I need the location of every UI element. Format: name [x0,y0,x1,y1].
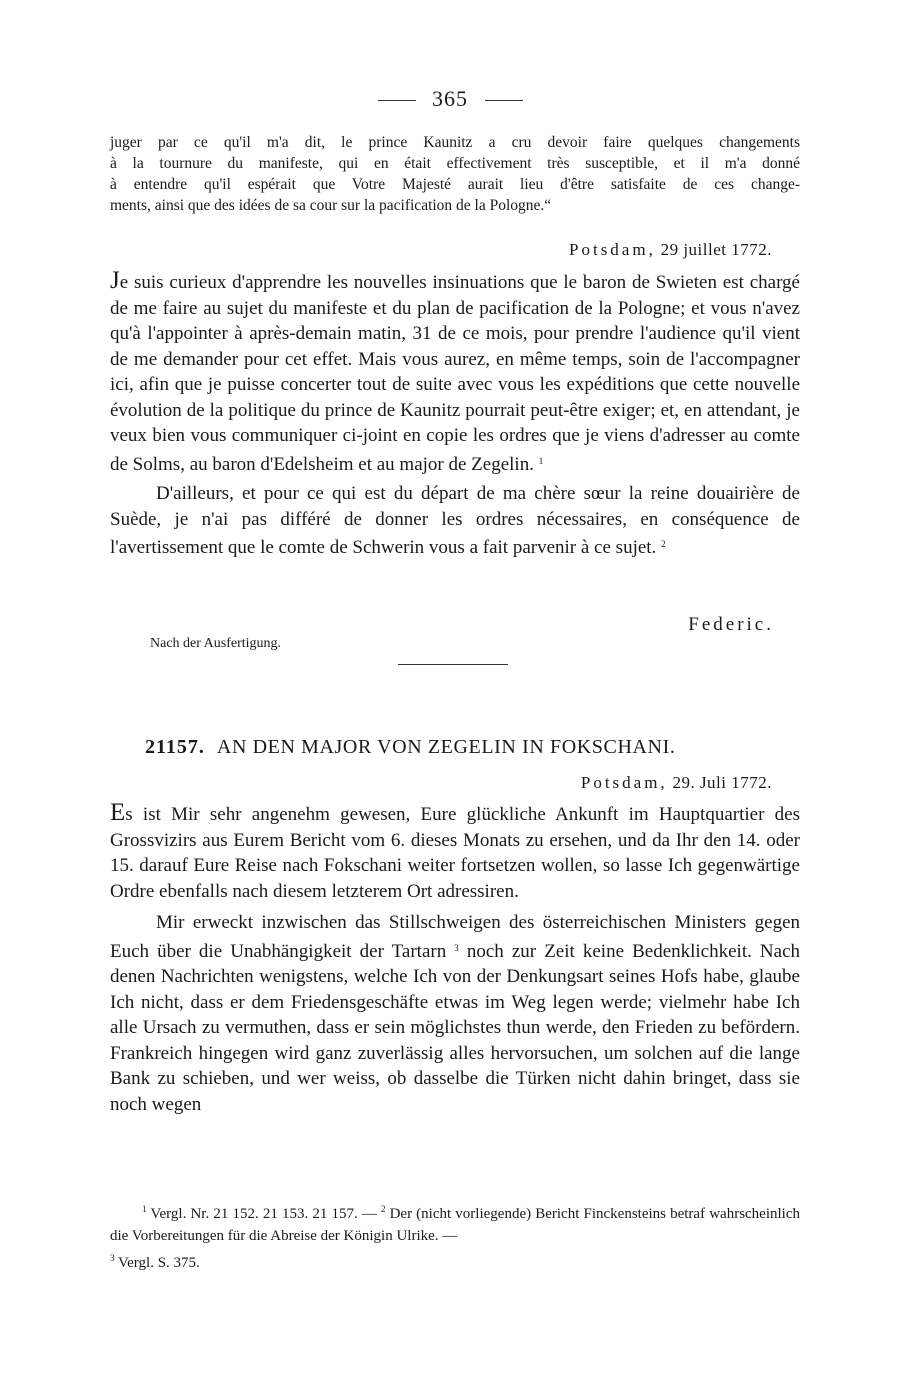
footnote-ref: 3 [454,942,459,953]
letter1-paragraph-1 [110,268,800,477]
footnote-mark: 3 [110,1253,115,1263]
quote-line: à la tournure du manifeste, qui en était effectivement très susceptible, et il m'a donné [110,155,800,172]
quote-line: à entendre qu'il espérait que Votre Majesté aurait lieu d'être satisfaite de ces change- [110,176,800,193]
dateline-place: Potsdam, [569,240,656,259]
paragraph-text: Mir erweckt inzwischen das Stillschweigen des österreichischen Ministers gegen Euch über die Unabhängigkeit der Tartarn [110,912,800,962]
letter1-dateline [569,240,772,260]
dropcap: E [110,799,126,826]
letter2-heading [145,736,675,759]
letter2-paragraph-1 [110,800,800,904]
quoted-report [110,132,800,216]
footnote-block [110,1247,800,1274]
letter1-paragraph-2 [110,481,800,561]
dateline-place: Potsdam, [580,773,668,792]
quote-line: ments, ainsi que des idées de sa cour sur la pacification de la Pologne.“ [110,197,552,214]
header-dash-right [485,100,523,101]
footnote-text: Vergl. Nr. 21 152. 21 153. 21 157. — [150,1206,377,1222]
footnote-text: Vergl. S. 375. [117,1255,200,1271]
letter2-paragraph-2 [110,910,800,1117]
footnotes [110,1198,800,1274]
dateline-date: 29. Juli 1772. [672,773,772,792]
footnote-ref: 2 [661,539,666,549]
paragraph-text: noch zur Zeit keine Bedenklichkeit. Nach denen Nachrichten wenigstens, welche Ich von der Denkungsart seines Hofs habe, glaube Ich nicht, dass er dem Friedensgeschäfte etwas im Weg legen werde; vielmehr habe Ich alle Ursach zu vermuthen, dass er sein möglichstes thun werde, den Frieden zu befördern. Frankreich hingegen wird ganz zuverlässig alles hervorsuchen, um solchen auf die lange Bank zu schieben, und wer weiss, ob dasselbe die Türken nicht dahin bringet, dass sie noch wegen [110,940,801,1115]
page-number: 365 [432,86,468,111]
signature: Federic. [688,614,774,635]
page-header [0,86,900,112]
letter2-dateline [581,773,772,793]
footnote-block [110,1198,800,1247]
paragraph-text: D'ailleurs, et pour ce qui est du départ de ma chère sœur la reine douairière de Suède, je n'ai pas différé de donner les ordres nécessaires, en conséquence de l'avertissement que le comte de Schwerin vous a fait parvenir à ce sujet. [110,483,800,558]
letter1-body [110,268,800,561]
dateline-date: 29 juillet 1772. [660,240,772,259]
section-divider [398,664,508,665]
footnote-ref: 1 [538,455,544,466]
letter2-body [110,800,800,1117]
footnote-mark: 1 [142,1204,147,1214]
source-note: Nach der Ausfertigung. [150,636,282,651]
header-dash-left [378,100,416,101]
dropcap: J [110,267,120,294]
quote-line: juger par ce qu'il m'a dit, le prince Kaunitz a cru devoir faire quelques changements [110,134,800,151]
paragraph-text: e suis curieux d'apprendre les nouvelles insinuations que le baron de Swieten est chargé de me faire au sujet du manifeste et du plan de pacification de la Pologne; et vous n'avez qu'à l'appointer à après-demain matin, 31 de ce mois, pour prendre l'audience qu'il vient de me demander pour cet effet. Mais vous aurez, en même temps, soin de l'accompagner ici, afin que je puisse concerter tout de suite avec vous les expéditions que cette nouvelle évolution de la politique du prince de Kaunitz pourrait peut-être exiger; et, en attendant, je veux bien vous communiquer ci-joint en copie les ordres que je viens d'adresser au comte de Solms, au baron d'Edelsheim et au major de Zegelin. [110,272,800,475]
paragraph-text: s ist Mir sehr angenehm gewesen, Eure glückliche Ankunft im Hauptquartier des Grossvizirs aus Eurem Bericht vom 6. dieses Monats zu ersehen, und da Ihr den 14. oder 15. darauf Eure Reise nach Fokschani weiter fortsetzen wollen, so lasse Ich gegenwärtige Ordre ebenfalls nach diesem letzterem Ort adressiren. [110,804,800,902]
letter-title: AN DEN MAJOR VON ZEGELIN IN FOKSCHANI. [216,736,676,758]
footnote-text: Der (nicht vorliegende) Bericht Finckensteins betraf wahrscheinlich die Vorbereitungen für die Abreise der Königin Ulrike. — [110,1206,801,1244]
letter-number: 21157. [145,736,205,758]
footnote-mark: 2 [380,1204,386,1214]
